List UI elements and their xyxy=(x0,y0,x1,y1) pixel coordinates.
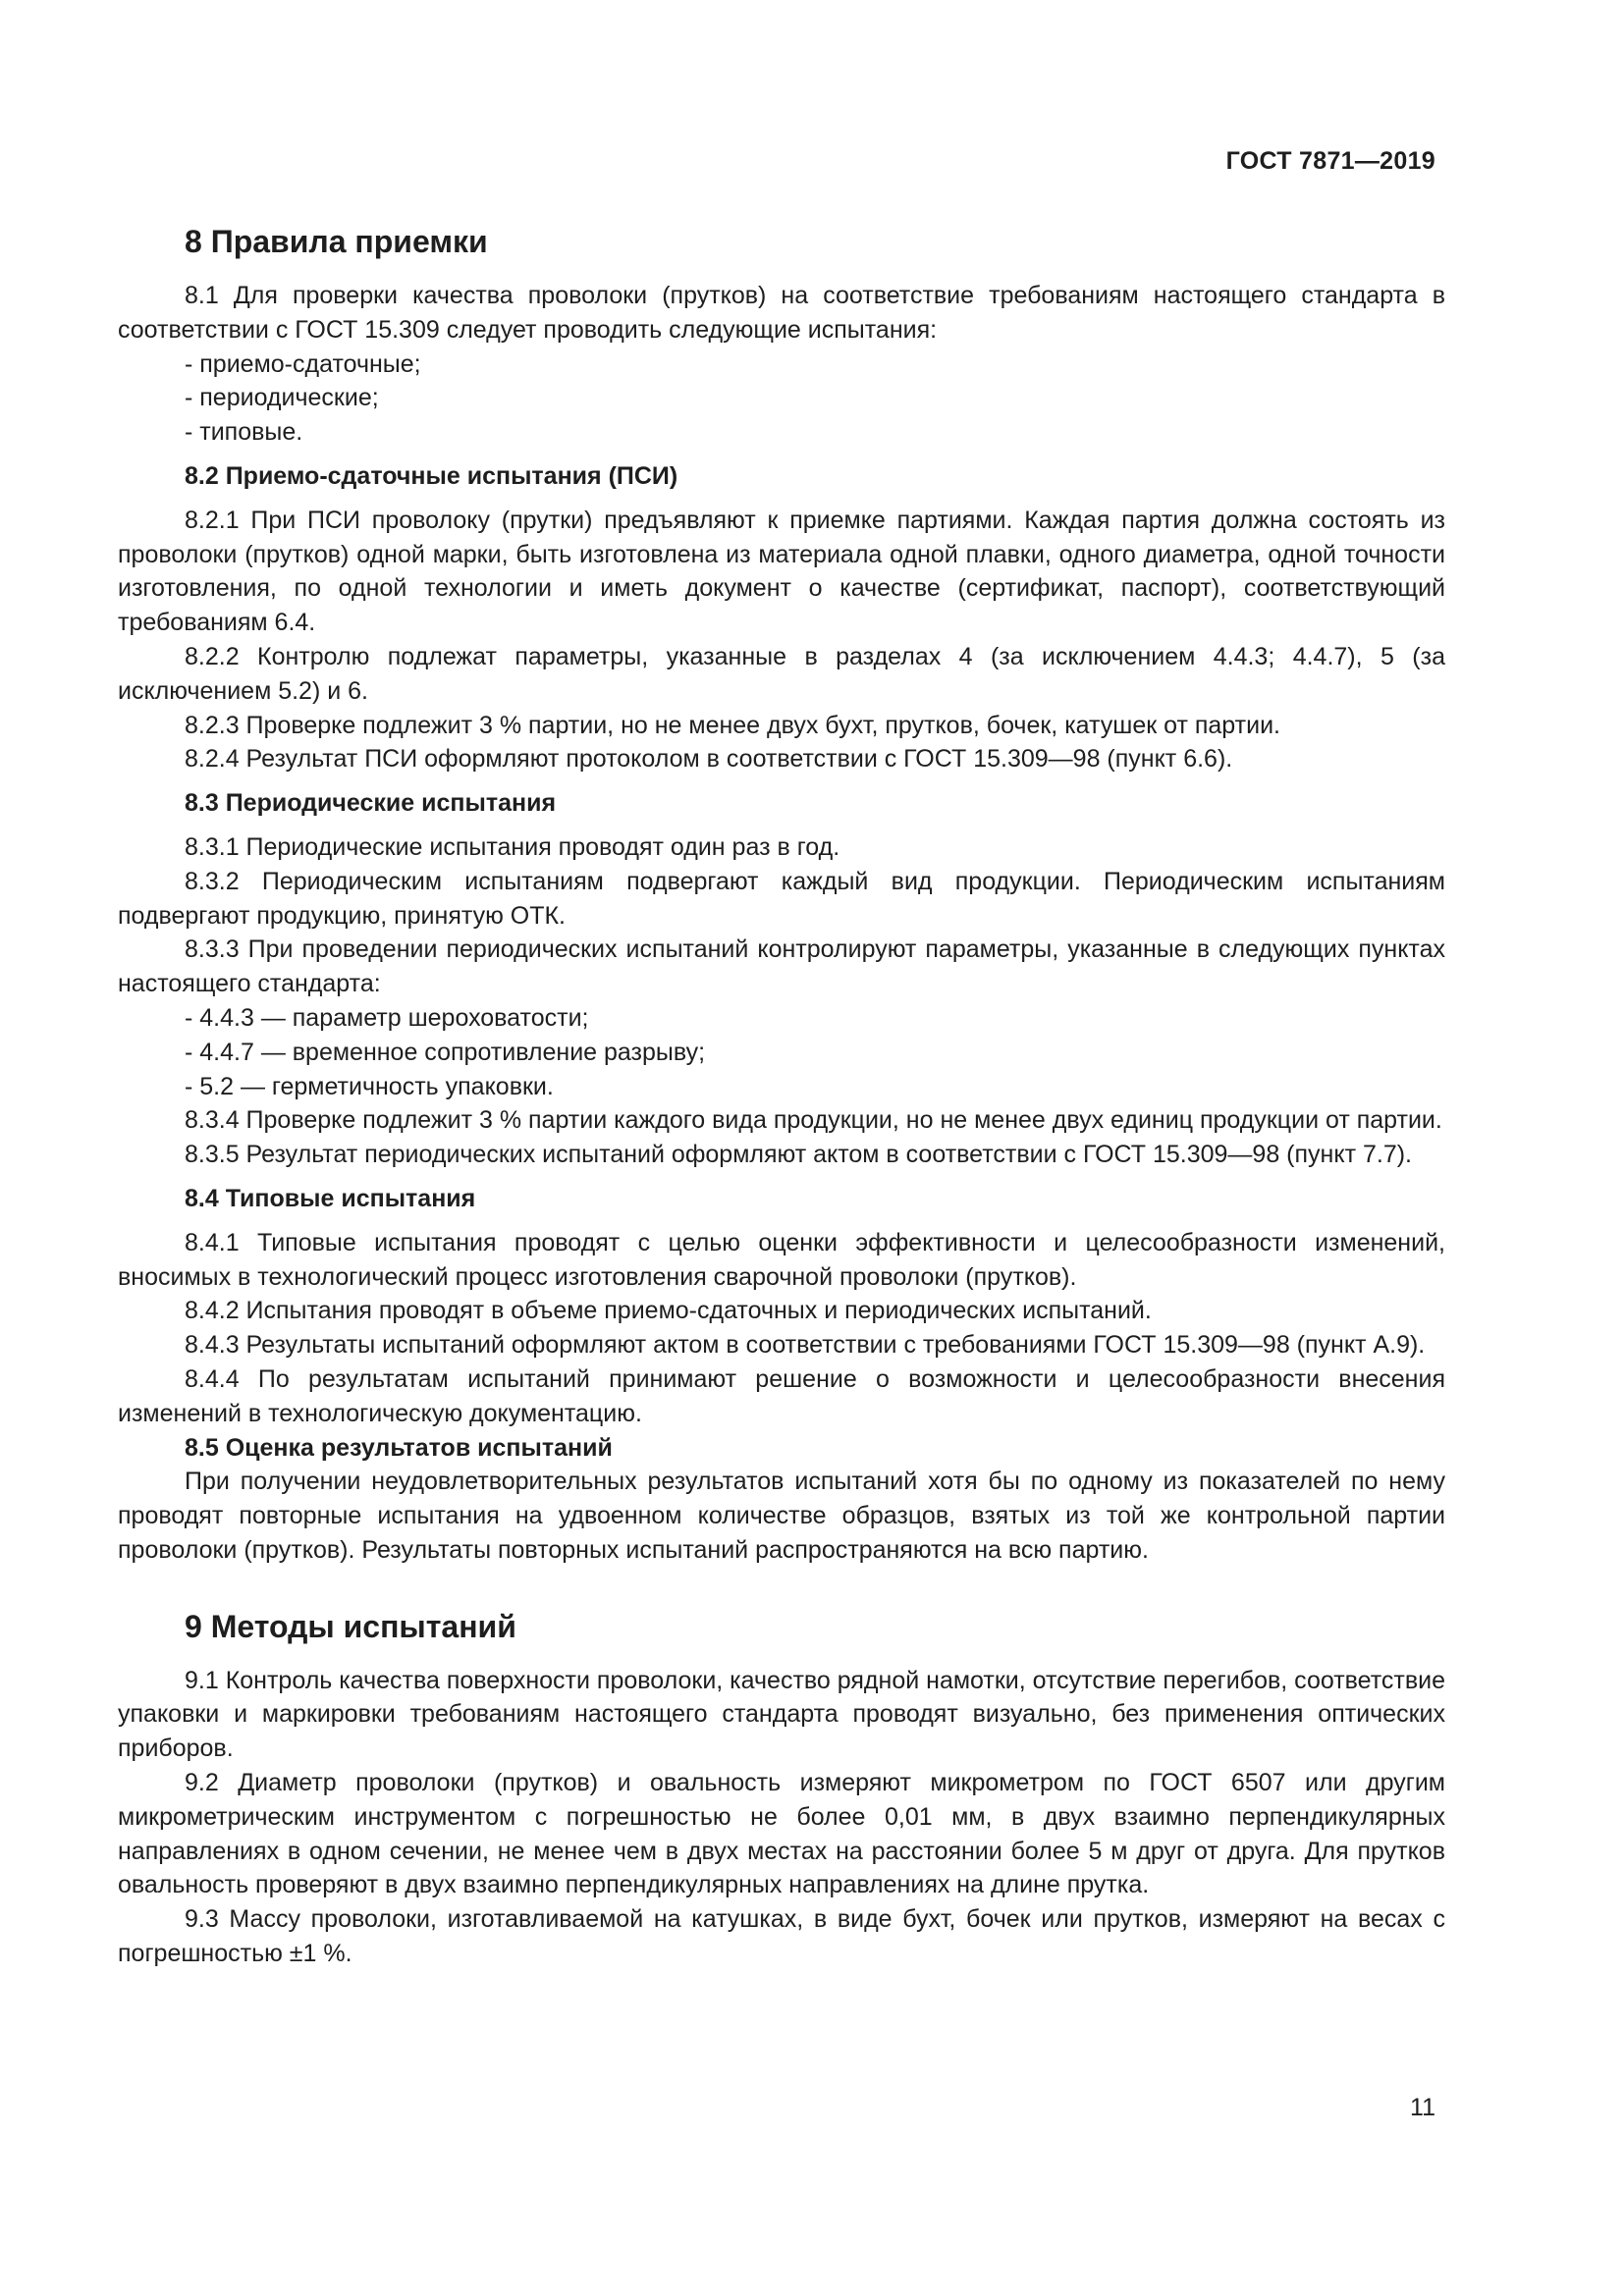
paragraph-9-2: 9.2 Диаметр проволоки (прутков) и овальность измеряют микрометром по ГОСТ 6507 или другим микрометрическим инструментом с погрешностью не более 0,01 мм, в двух взаимно перпендикулярных направлениях в одном сечении, не менее чем в двух местах на расстоянии более 5 м друг от друга. Для прутков овальность проверяют в двух взаимно перпендикулярных направлениях на длине прутка. xyxy=(118,1769,1445,1899)
section-9-title: 9 Методы испытаний xyxy=(185,1608,516,1644)
paragraph-8-3-4: 8.3.4 Проверке подлежит 3 % партии каждого вида продукции, но не менее двух единиц продукции от партии. xyxy=(185,1106,1442,1135)
page-number: 11 xyxy=(1410,2094,1435,2121)
paragraph-8-1: 8.1 Для проверки качества проволоки (прутков) на соответствие требованиям настоящего стандарта в соответствии с ГОСТ 15.309 следует проводить следующие испытания: xyxy=(118,282,1445,344)
paragraph-8-4-3: 8.4.3 Результаты испытаний оформляют актом в соответствии с требованиями ГОСТ 15.309—98 (пункт А.9). xyxy=(185,1331,1426,1360)
list-item: - 4.4.7 — временное сопротивление разрыву; xyxy=(185,1038,706,1066)
paragraph-8-2-2: 8.2.2 Контролю подлежат параметры, указанные в разделах 4 (за исключением 4.4.3; 4.4.7), 5 (за исключением 5.2) и 6. xyxy=(118,642,1445,705)
list-item: - приемо-сдаточные; xyxy=(185,349,421,378)
paragraph-8-5: При получении неудовлетворительных результатов испытаний хотя бы по одному из показателей по нему проводят повторные испытания на удвоенном количестве образцов, взятых из той же контрольной партии проволоки (прутков). Результаты повторных испытаний распространяются на всю партию. xyxy=(118,1468,1445,1564)
page-content xyxy=(118,222,1445,1971)
list-item: - типовые. xyxy=(185,418,303,447)
subsection-8-5-title: 8.5 Оценка результатов испытаний xyxy=(185,1433,613,1462)
paragraph-8-3-5: 8.3.5 Результат периодических испытаний оформляют актом в соответствии с ГОСТ 15.309—98 (пункт 7.7). xyxy=(185,1141,1412,1169)
paragraph-9-3: 9.3 Массу проволоки, изготавливаемой на катушках, в виде бухт, бочек или прутков, измеряют на весах с погрешностью ±1 %. xyxy=(118,1905,1445,1968)
list-item: - периодические; xyxy=(185,384,379,412)
subsection-8-3-title: 8.3 Периодические испытания xyxy=(185,789,557,818)
paragraph-8-2-4: 8.2.4 Результат ПСИ оформляют протоколом в соответствии с ГОСТ 15.309—98 (пункт 6.6). xyxy=(185,745,1233,774)
list-item: - 4.4.3 — параметр шероховатости; xyxy=(185,1003,589,1032)
list-item: - 5.2 — герметичность упаковки. xyxy=(185,1072,554,1100)
section-8-title: 8 Правила приемки xyxy=(185,224,488,259)
paragraph-8-4-1: 8.4.1 Типовые испытания проводят с целью оценки эффективности и целесообразности изменений, вносимых в технологический процесс изготовления сварочной проволоки (прутков). xyxy=(118,1228,1445,1291)
subsection-8-2-title: 8.2 Приемо-сдаточные испытания (ПСИ) xyxy=(185,461,678,490)
paragraph-8-3-2: 8.3.2 Периодическим испытаниям подвергают каждый вид продукции. Периодическим испытаниям подвергают продукцию, принятую ОТК. xyxy=(118,867,1445,930)
standard-header: ГОСТ 7871—2019 xyxy=(1225,147,1435,175)
paragraph-8-4-4: 8.4.4 По результатам испытаний принимают решение о возможности и целесообразности внесения изменений в технологическую документацию. xyxy=(118,1364,1445,1427)
subsection-8-4-title: 8.4 Типовые испытания xyxy=(185,1184,476,1212)
paragraph-8-3-1: 8.3.1 Периодические испытания проводят один раз в год. xyxy=(185,832,840,861)
paragraph-9-1: 9.1 Контроль качества поверхности проволоки, качество рядной намотки, отсутствие перегибов, соответствие упаковки и маркировки требованиям настоящего стандарта проводят визуально, без применения оптических приборов. xyxy=(118,1666,1445,1763)
paragraph-8-4-2: 8.4.2 Испытания проводят в объеме приемо-сдаточных и периодических испытаний. xyxy=(185,1297,1152,1325)
paragraph-8-2-1: 8.2.1 При ПСИ проволоку (прутки) предъявляют к приемке партиями. Каждая партия должна состоять из проволоки (прутков) одной марки, быть изготовлена из материала одной плавки, одного диаметра, одной точности изготовления, по одной технологии и иметь документ о качестве (сертификат, паспорт), соответствующий требованиям 6.4. xyxy=(118,506,1445,637)
paragraph-8-2-3: 8.2.3 Проверке подлежит 3 % партии, но не менее двух бухт, прутков, бочек, катушек от партии. xyxy=(185,711,1280,739)
paragraph-8-3-3: 8.3.3 При проведении периодических испытаний контролируют параметры, указанные в следующих пунктах настоящего стандарта: xyxy=(118,935,1445,998)
